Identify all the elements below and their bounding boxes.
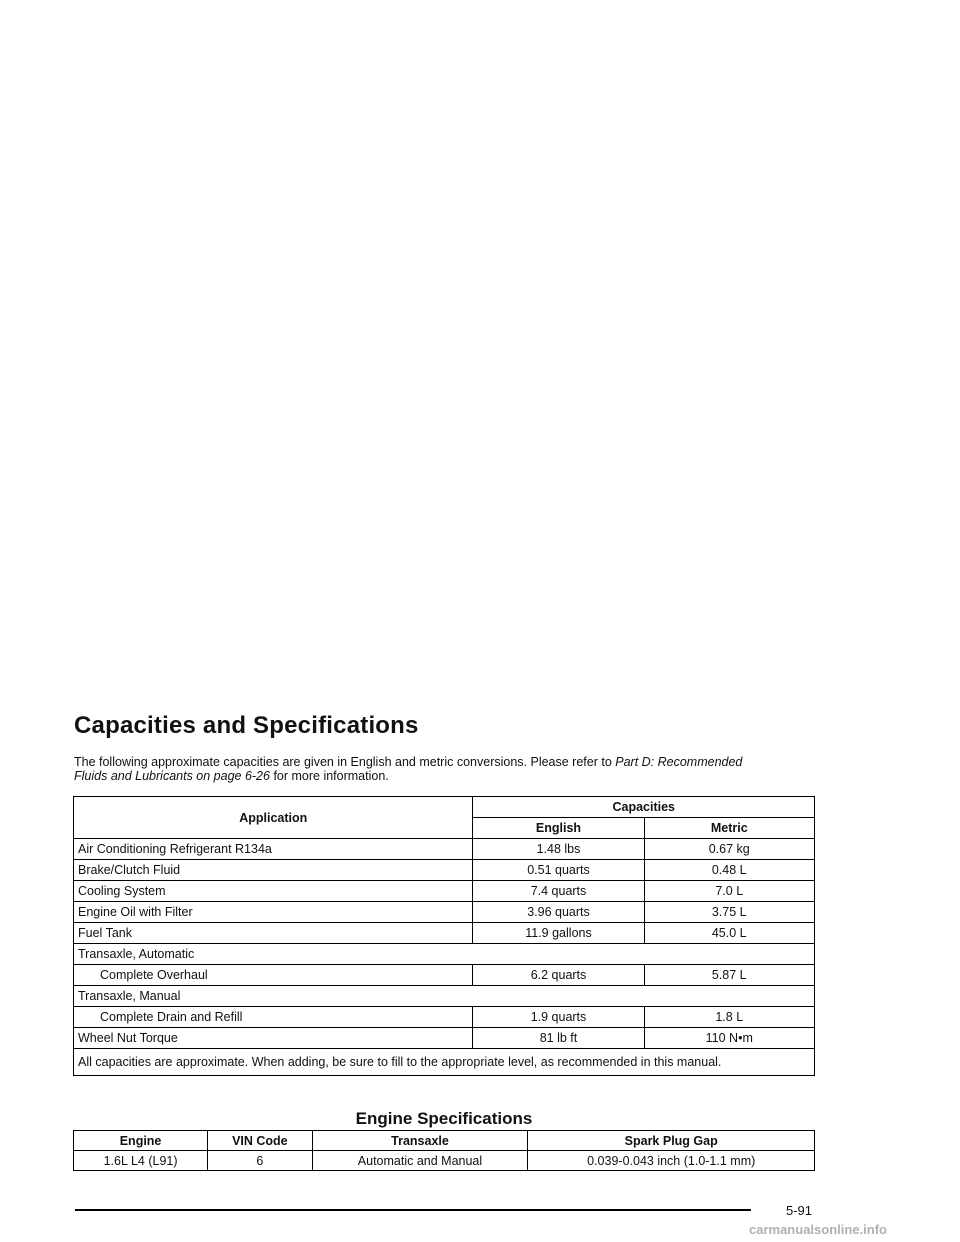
- page-number: 5-91: [786, 1203, 813, 1218]
- engine-cell: Automatic and Manual: [312, 1151, 528, 1171]
- engine-header-row: [74, 1131, 815, 1151]
- table-row: [74, 1007, 815, 1028]
- cell-metric: 5.87 L: [644, 965, 815, 986]
- cell-application: Air Conditioning Refrigerant R134a: [74, 839, 473, 860]
- intro-tail: for more information.: [269, 769, 389, 783]
- cell-metric: 7.0 L: [644, 881, 815, 902]
- engine-specs-body: [74, 1151, 815, 1171]
- footnote: All capacities are approximate. When adding, be sure to fill to the appropriate level, as recommended in this manual.: [74, 1049, 815, 1076]
- table-row: [74, 1028, 815, 1049]
- engine-header-cell: Spark Plug Gap: [528, 1131, 815, 1151]
- cell-metric: 3.75 L: [644, 902, 815, 923]
- cell-english: 3.96 quarts: [473, 902, 644, 923]
- engine-header-cell: Engine: [74, 1131, 208, 1151]
- cell-english: 81 lb ft: [473, 1028, 644, 1049]
- cross-reference-link[interactable]: Part D: Recommended Fluids and Lubricants on page 6-26: [74, 755, 743, 783]
- table-row: [74, 965, 815, 986]
- page-title: Capacities and Specifications: [74, 712, 419, 739]
- cell-english: 7.4 quarts: [473, 881, 644, 902]
- header-english: English: [473, 818, 644, 839]
- table-row: [74, 860, 815, 881]
- cell-english: 6.2 quarts: [473, 965, 644, 986]
- cell-application: Cooling System: [74, 881, 473, 902]
- capacities-body: [74, 839, 815, 1076]
- cell-application: Complete Drain and Refill: [74, 1007, 473, 1028]
- engine-cell: 1.6L L4 (L91): [74, 1151, 208, 1171]
- table-group-row: [74, 944, 815, 965]
- engine-cell: 0.039-0.043 inch (1.0-1.1 mm): [528, 1151, 815, 1171]
- cell-english: 1.48 lbs: [473, 839, 644, 860]
- intro-paragraph: [74, 755, 774, 783]
- table-group-row: [74, 986, 815, 1007]
- cell-metric: 110 N•m: [644, 1028, 815, 1049]
- table-row: [74, 839, 815, 860]
- cell-metric: 1.8 L: [644, 1007, 815, 1028]
- cell-metric: 45.0 L: [644, 923, 815, 944]
- group-label: Transaxle, Manual: [74, 986, 815, 1007]
- engine-header-cell: VIN Code: [208, 1131, 312, 1151]
- cell-english: 0.51 quarts: [473, 860, 644, 881]
- footer-rule: [75, 1209, 751, 1211]
- cell-english: 1.9 quarts: [473, 1007, 644, 1028]
- table-row: [74, 1151, 815, 1171]
- watermark: carmanualsonline.info: [749, 1222, 887, 1237]
- intro-text: The following approximate capacities are given in English and metric conversions. Please refer to: [74, 755, 616, 769]
- capacities-table: [73, 796, 815, 1076]
- table-row: [74, 923, 815, 944]
- table-row: [74, 881, 815, 902]
- engine-specs-title: Engine Specifications: [355, 1109, 533, 1128]
- table-row: [74, 902, 815, 923]
- engine-header-cell: Transaxle: [312, 1131, 528, 1151]
- cell-metric: 0.48 L: [644, 860, 815, 881]
- cell-application: Engine Oil with Filter: [74, 902, 473, 923]
- group-label: Transaxle, Automatic: [74, 944, 815, 965]
- cell-application: Brake/Clutch Fluid: [74, 860, 473, 881]
- header-capacities: Capacities: [473, 797, 815, 818]
- engine-specs-table: [73, 1130, 815, 1171]
- cell-english: 11.9 gallons: [473, 923, 644, 944]
- footnote-row: [74, 1049, 815, 1076]
- cell-application: Wheel Nut Torque: [74, 1028, 473, 1049]
- cell-application: Complete Overhaul: [74, 965, 473, 986]
- cell-application: Fuel Tank: [74, 923, 473, 944]
- header-application: Application: [74, 797, 473, 839]
- cell-metric: 0.67 kg: [644, 839, 815, 860]
- header-metric: Metric: [644, 818, 815, 839]
- engine-cell: 6: [208, 1151, 312, 1171]
